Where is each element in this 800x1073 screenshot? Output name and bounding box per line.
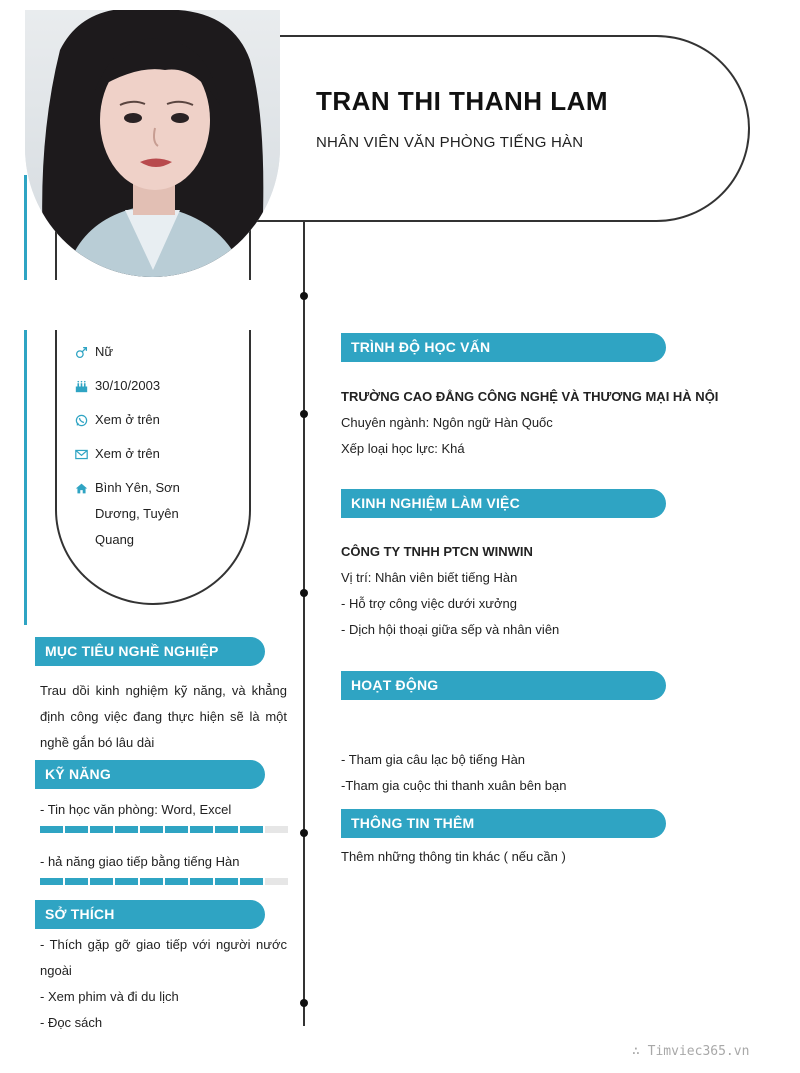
timeline-dot (300, 589, 308, 597)
home-icon (75, 475, 95, 501)
skill-bar-segment (190, 826, 213, 833)
photo-pillar-right (249, 230, 251, 280)
experience-line: - Dịch hội thoại giữa sếp và nhân viên (341, 622, 560, 637)
watermark: ∴ Timviec365.vn (632, 1044, 750, 1059)
gender-icon (75, 339, 95, 365)
skill-bar-segment (40, 826, 63, 833)
contact-address (75, 475, 185, 553)
activity-line: -Tham gia cuộc thi thanh xuân bên bạn (341, 778, 567, 793)
skill-bar-segment (265, 878, 288, 885)
hobby-item: - Xem phim và đi du lịch (40, 989, 179, 1004)
skill-label: - Tin học văn phòng: Word, Excel (40, 802, 232, 817)
photo-pillar-left (55, 230, 57, 280)
education-heading: TRÌNH ĐỘ HỌC VẤN (341, 333, 666, 362)
skill-bar-segment (90, 826, 113, 833)
skill-progress-bar (40, 826, 288, 833)
skills-heading: KỸ NĂNG (35, 760, 265, 789)
gender-value: Nữ (95, 344, 114, 359)
education-school: TRƯỜNG CAO ĐẲNG CÔNG NGHỆ VÀ THƯƠNG MẠI HÀ NỘI (341, 389, 719, 404)
skill-bar-segment (90, 878, 113, 885)
job-title: NHÂN VIÊN VĂN PHÒNG TIẾNG HÀN (316, 134, 584, 151)
candidate-name: TRAN THI THANH LAM (316, 86, 609, 116)
activity-line: - Tham gia câu lạc bộ tiếng Hàn (341, 752, 526, 767)
hobbies-heading: SỞ THÍCH (35, 900, 265, 929)
contact-phone (75, 407, 185, 433)
experience-company: CÔNG TY TNHH PTCN WINWIN (341, 544, 533, 559)
skill-bar-segment (140, 878, 163, 885)
phone-value: Xem ở trên (95, 412, 160, 427)
skill-bar-segment (165, 826, 188, 833)
timeline-dot (300, 829, 308, 837)
envelope-icon (75, 441, 95, 467)
skill-bar-segment (215, 826, 238, 833)
skill-bar-segment (140, 826, 163, 833)
email-value: Xem ở trên (95, 446, 160, 461)
hobby-item: - Thích gặp gỡ giao tiếp với người nước ngoài (40, 937, 287, 978)
objective-heading: MỤC TIÊU NGHỀ NGHIỆP (35, 637, 265, 666)
experience-line: Vị trí: Nhân viên biết tiếng Hàn (341, 570, 518, 585)
address-value: Bình Yên, Sơn Dương, Tuyên Quang (95, 480, 180, 547)
skill-bar-segment (165, 878, 188, 885)
education-grade: Xếp loại học lực: Khá (341, 441, 465, 456)
skill-progress-bar (40, 878, 288, 885)
skill-bar-segment (115, 826, 138, 833)
skill-bar-segment (190, 878, 213, 885)
skill-bar-segment (240, 826, 263, 833)
skill-bar-segment (265, 826, 288, 833)
extra-info-text: Thêm những thông tin khác ( nếu cần ) (341, 849, 566, 864)
education-major: Chuyên ngành: Ngôn ngữ Hàn Quốc (341, 415, 553, 430)
timeline-line (303, 222, 305, 1026)
extra-info-heading: THÔNG TIN THÊM (341, 809, 666, 838)
skill-bar-segment (115, 878, 138, 885)
contact-birthday (75, 373, 185, 399)
left-accent-line-top (24, 175, 27, 280)
experience-heading: KINH NGHIỆM LÀM VIỆC (341, 489, 666, 518)
timeline-dot (300, 999, 308, 1007)
contact-email (75, 441, 185, 467)
skill-bar-segment (215, 878, 238, 885)
skill-bar-segment (240, 878, 263, 885)
phone-icon (75, 407, 95, 433)
skill-bar-segment (65, 878, 88, 885)
timeline-dot (300, 410, 308, 418)
skill-label: - hả năng giao tiếp bằng tiếng Hàn (40, 854, 240, 869)
birthday-cake-icon (75, 373, 95, 399)
profile-photo (25, 10, 280, 277)
portrait-icon (25, 10, 280, 277)
skill-bar-segment (65, 826, 88, 833)
contact-box (55, 330, 251, 605)
hobby-item: - Đọc sách (40, 1015, 103, 1030)
contact-gender (75, 339, 185, 365)
left-accent-line-middle (24, 330, 27, 625)
experience-line: - Hỗ trợ công việc dưới xưởng (341, 596, 517, 611)
skill-bar-segment (40, 878, 63, 885)
activities-heading: HOẠT ĐỘNG (341, 671, 666, 700)
timeline-dot (300, 292, 308, 300)
objective-text: Trau dồi kinh nghiệm kỹ năng, và khẳng định công việc đang thực hiện sẽ là một nghề gắn bó lâu dài (40, 683, 287, 750)
birthday-value: 30/10/2003 (95, 378, 161, 393)
